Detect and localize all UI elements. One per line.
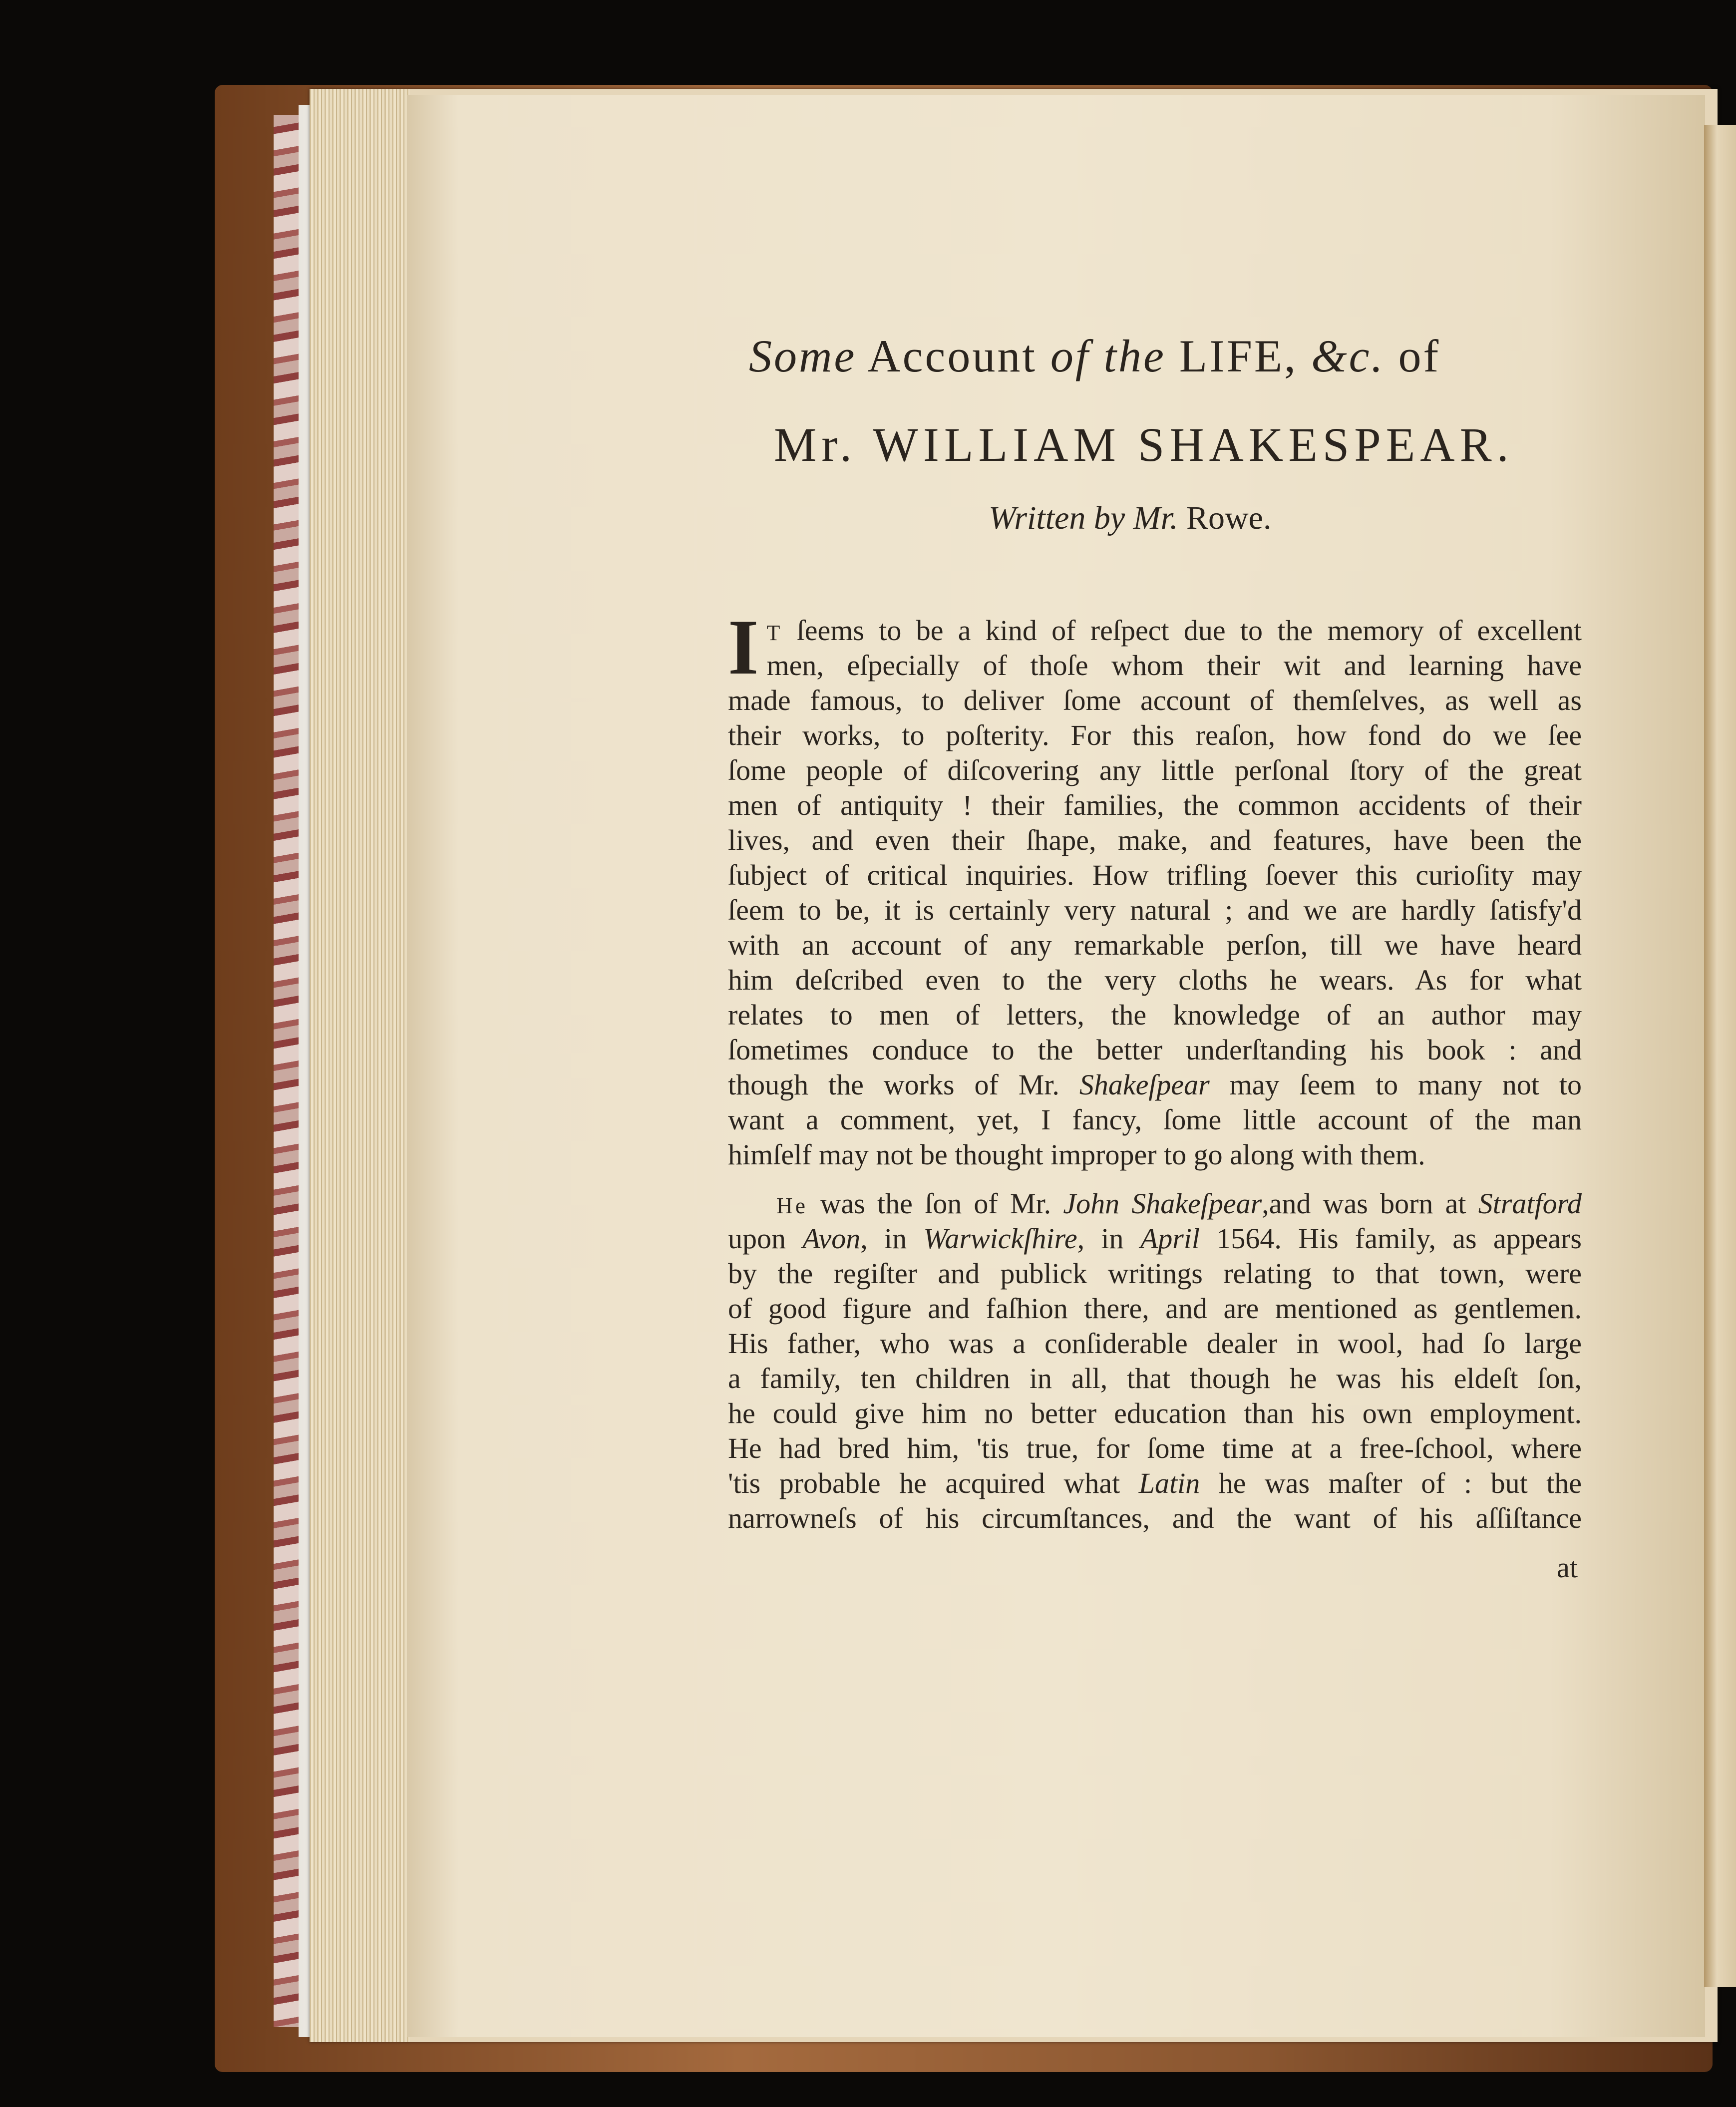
- italic-place: Warwickſhire: [923, 1222, 1077, 1255]
- line-text: was the ſon of Mr.: [808, 1187, 1051, 1220]
- paragraph-line: him deſcribed even to the very cloths he wears. As for what: [728, 964, 1582, 996]
- line-text: , in: [860, 1222, 907, 1255]
- line-text: 1564. His family, as appears: [1216, 1222, 1582, 1255]
- title-word-some: Some: [749, 331, 857, 381]
- paragraph-line: [728, 613, 1582, 648]
- paragraph-line: a family, ten children in all, that though he was his eldeſt ſon,: [728, 1362, 1582, 1395]
- title-word-mr: Mr.: [774, 418, 857, 471]
- paragraph-line: want a comment, yet, I fancy, ſome little account of the man: [728, 1103, 1582, 1136]
- paragraph-line: with an account of any remarkable perſon, till we have heard: [728, 929, 1582, 961]
- paragraph-line: of good figure and faſhion there, and are mentioned as gentlemen.: [728, 1292, 1582, 1325]
- line-text: ſeems to be a kind of reſpect due to the memory of excellent: [782, 614, 1582, 647]
- paragraph-line: relates to men of letters, the knowledge of an author may: [728, 999, 1582, 1031]
- paragraph-line: [728, 1466, 1582, 1501]
- byline-author: Rowe.: [1186, 500, 1272, 536]
- italic-name: John Shakeſpear: [1063, 1187, 1262, 1220]
- italic-place: Avon: [802, 1222, 861, 1255]
- marbled-endpaper: [274, 115, 299, 2027]
- title-word-of: of: [1398, 331, 1441, 381]
- title-line-1: [749, 330, 1558, 382]
- italic-latin: Latin: [1138, 1467, 1200, 1499]
- italic-place: Stratford: [1478, 1187, 1582, 1220]
- paragraph-line: made famous, to deliver ſome account of themſelves, as well as: [728, 684, 1582, 716]
- paragraph-line: ſome people of diſcovering any little perſonal ſtory of the great: [728, 754, 1582, 786]
- paragraph-line: lives, and even their ſhape, make, and features, have been the: [728, 824, 1582, 856]
- paragraph-line: by the regiſter and publick writings relating to that town, were: [728, 1257, 1582, 1290]
- page-edges: [310, 89, 409, 2042]
- paragraph-line: ſubject of critical inquiries. How trifling ſoever this curioſity may: [728, 859, 1582, 891]
- cap-rest: T: [766, 621, 782, 645]
- small-caps-he: He: [776, 1193, 808, 1218]
- paragraph-line: he could give him no better education than his own employment.: [728, 1397, 1582, 1429]
- title-word-account: [867, 331, 1037, 381]
- title-line-2: [774, 417, 1563, 472]
- title-word-etc: &c.: [1311, 331, 1385, 381]
- paragraph-line: their works, to poſterity. For this reaſon, how fond do we ſee: [728, 719, 1582, 751]
- line-text: ,and was born at: [1262, 1187, 1466, 1220]
- title-word-shakespear: SHAKESPEAR.: [1137, 418, 1514, 471]
- title-word-of-the: of the: [1050, 331, 1166, 381]
- paragraph-line: His father, who was a conſiderable dealer in wool, had ſo large: [728, 1327, 1582, 1360]
- paragraph-2: [728, 1186, 1582, 1536]
- italic-month: April: [1140, 1222, 1200, 1255]
- paragraph-line: [728, 1186, 1582, 1221]
- paragraph-line: ſeem to be, it is certainly very natural ; and we are hardly ſatisfy'd: [728, 894, 1582, 926]
- paragraph-line: ſometimes conduce to the better underſtanding his book : and: [728, 1034, 1582, 1066]
- paragraph-line: narrowneſs of his circumſtances, and the want of his aſſiſtance: [728, 1502, 1582, 1534]
- line-text: upon: [728, 1222, 786, 1255]
- line-text: , in: [1077, 1222, 1124, 1255]
- paragraph-line: [728, 1221, 1582, 1256]
- paragraph-line: men of antiquity ! their families, the common accidents of their: [728, 789, 1582, 821]
- paragraph-line: himſelf may not be thought improper to go along with them.: [728, 1138, 1425, 1171]
- paragraph-1: [728, 604, 1582, 1172]
- byline-written-by: Written by Mr.: [989, 500, 1178, 536]
- line-text: may ſeem to many not to: [1229, 1068, 1582, 1101]
- paragraph-line: He had bred him, 'tis true, for ſome time at a free-ſchool, where: [728, 1432, 1582, 1464]
- catchword: at: [1557, 1551, 1578, 1584]
- paragraph-line: men, eſpecially of thoſe whom their wit and learning have: [766, 649, 1582, 682]
- facing-page-edge: [1704, 125, 1736, 1987]
- italic-name: Shakeſpear: [1079, 1068, 1210, 1101]
- line-text: though the works of Mr.: [728, 1068, 1059, 1101]
- byline: [989, 499, 1438, 537]
- title-word-account-text: Account: [867, 331, 1037, 381]
- drop-cap: I: [728, 604, 759, 691]
- paragraph-line: [728, 1067, 1582, 1102]
- title-word-life: LIFE,: [1179, 331, 1298, 381]
- line-text: he was maſter of : but the: [1218, 1467, 1582, 1499]
- line-text: 'tis probable he acquired what: [728, 1467, 1120, 1499]
- title-word-william: WILLIAM: [873, 418, 1121, 471]
